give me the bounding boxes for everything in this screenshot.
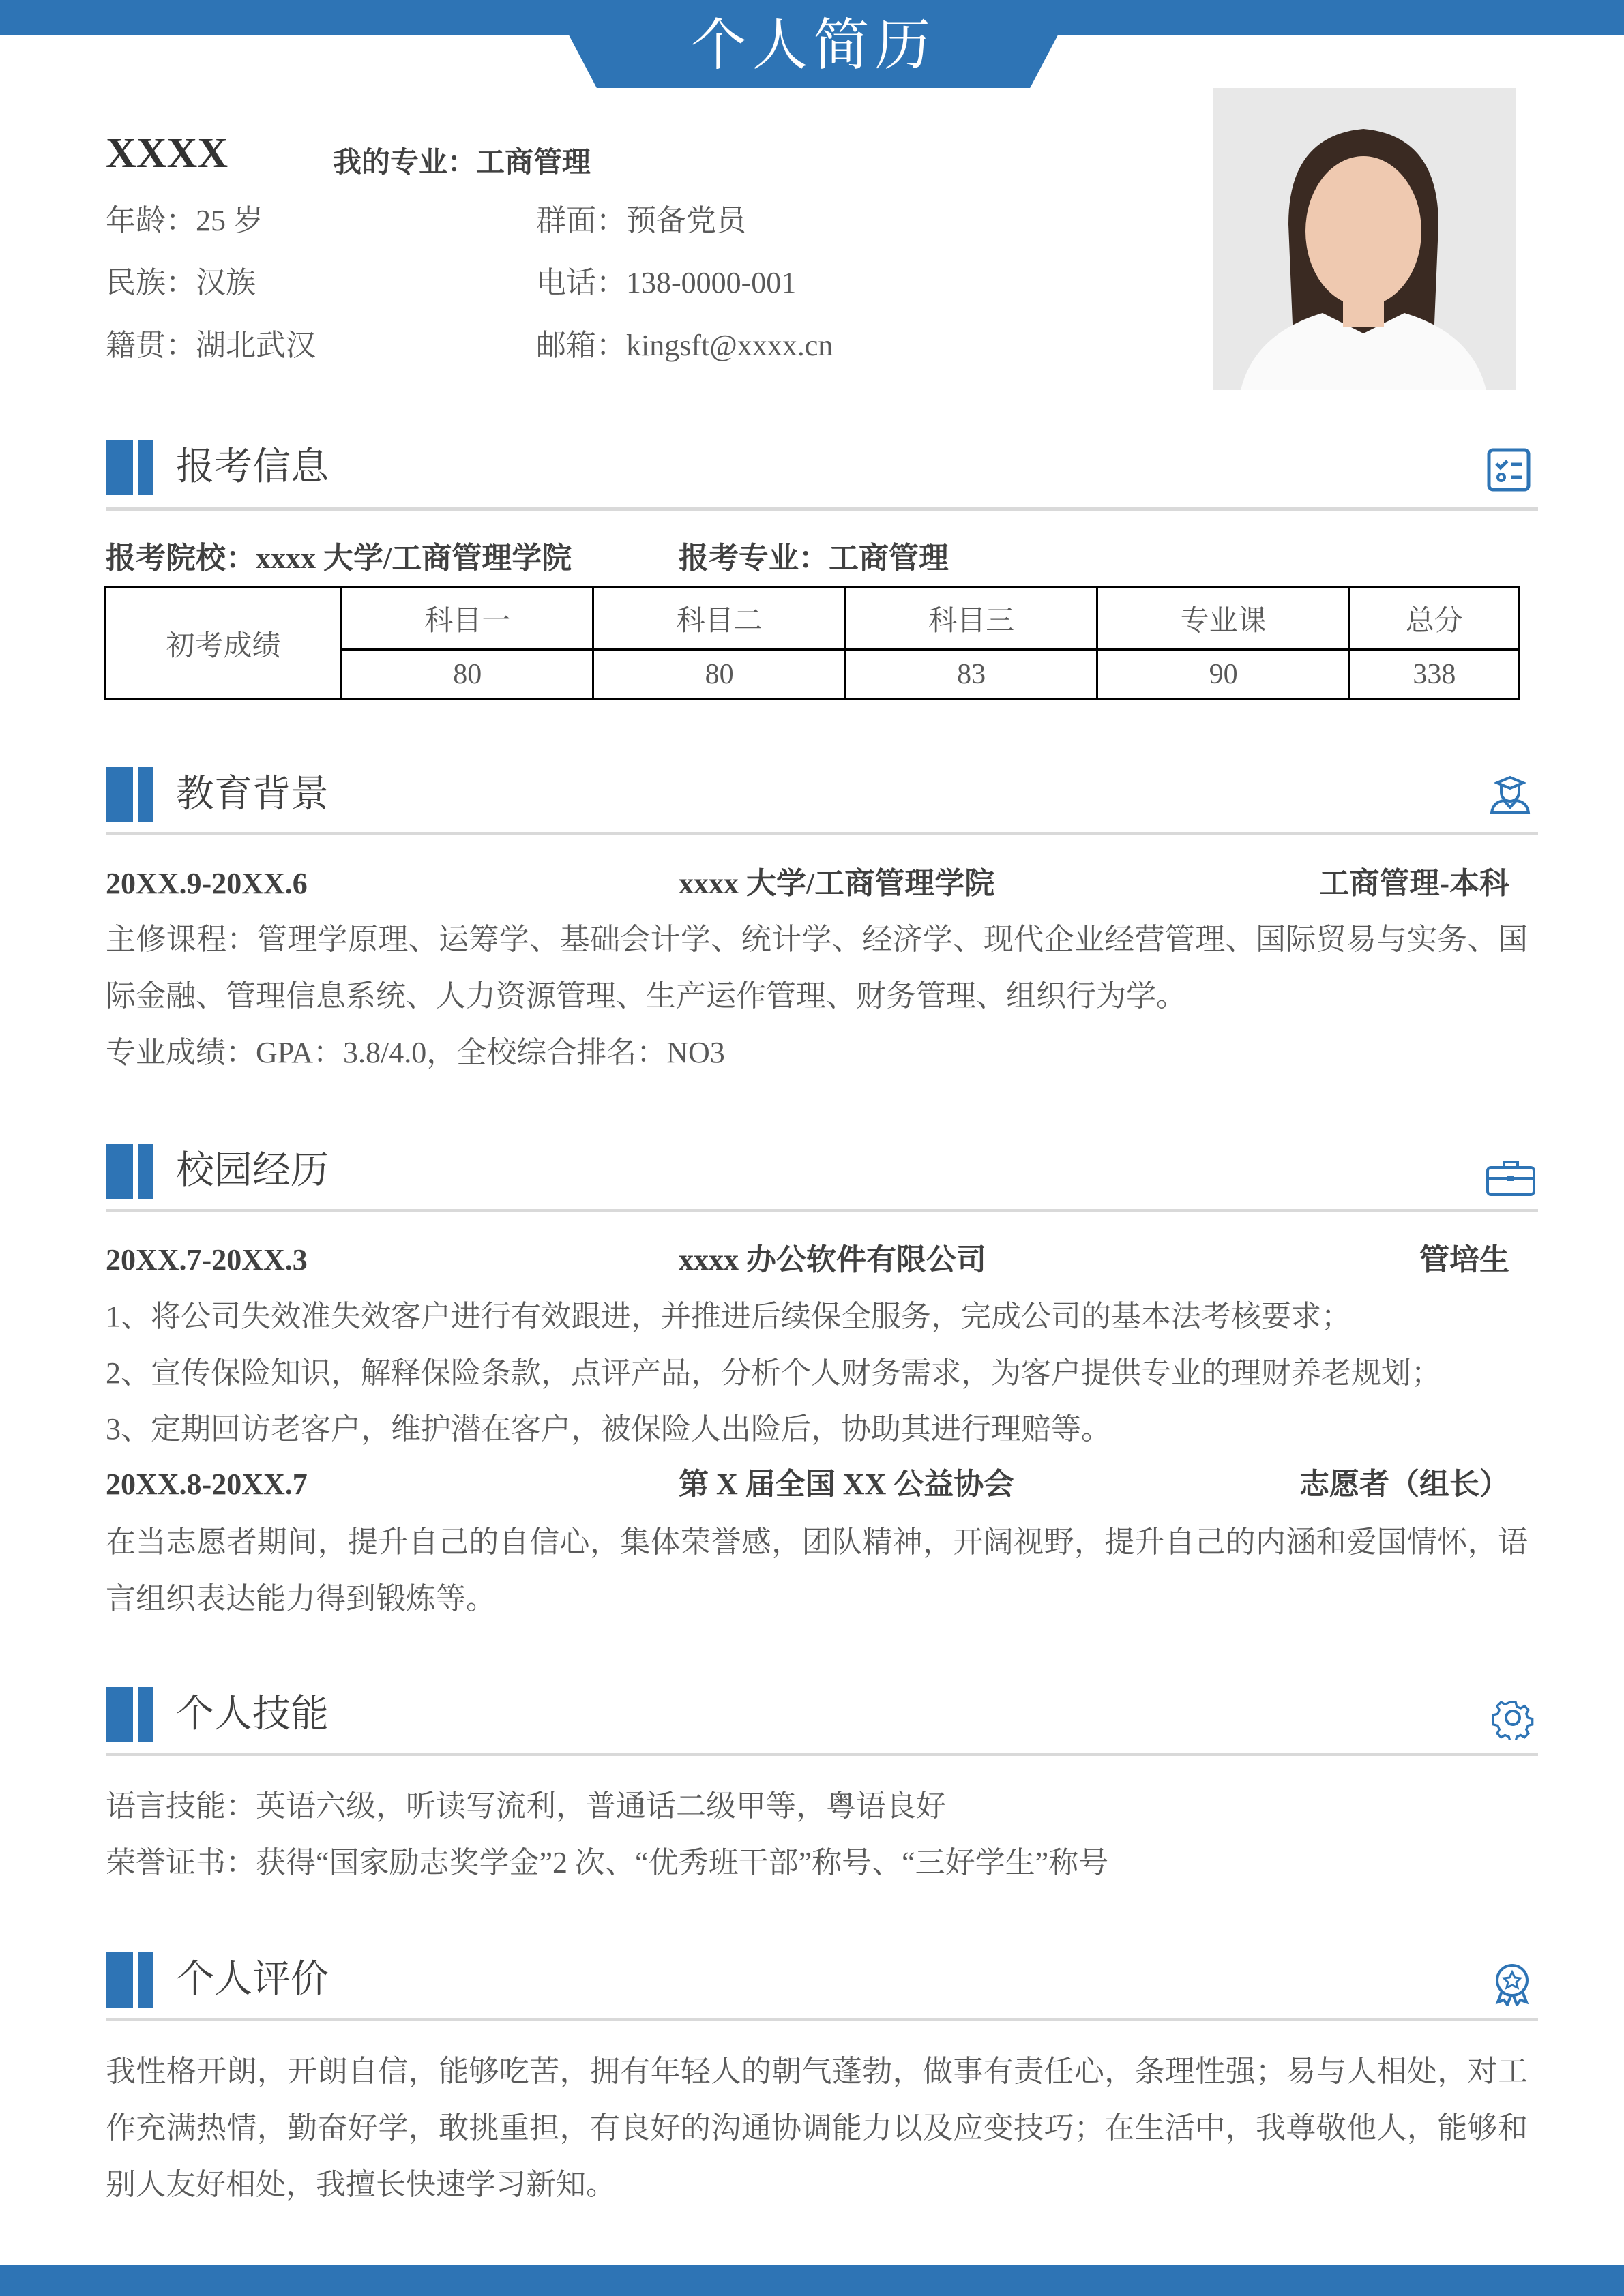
education-date: 20XX.9-20XX.6 xyxy=(106,867,308,900)
section-marker xyxy=(138,1952,153,2008)
section-divider xyxy=(106,832,1538,835)
campus-duty: 3、定期回访老客户，维护潜在客户，被保险人出险后，协助其进行理赔等。 xyxy=(106,1412,1111,1446)
score-value: 80 xyxy=(593,649,845,699)
section-title-skills: 个人技能 xyxy=(176,1693,329,1735)
section-title-campus: 校园经历 xyxy=(176,1150,329,1192)
political-status: 群面：预备党员 xyxy=(536,204,746,237)
exam-major: 报考专业：工商管理 xyxy=(679,541,949,575)
section-divider xyxy=(106,507,1538,511)
score-row-label: 初考成绩 xyxy=(106,588,342,700)
campus-role: 志愿者（组长） xyxy=(1299,1467,1509,1501)
section-marker xyxy=(106,767,133,822)
campus-date: 20XX.8-20XX.7 xyxy=(106,1467,308,1501)
award-icon xyxy=(1490,1961,1535,2006)
profile-photo xyxy=(1213,88,1516,390)
section-marker xyxy=(106,1952,133,2008)
exam-school: 报考院校：xxxx 大学/工商管理学院 xyxy=(106,541,572,575)
campus-duty: 在当志愿者期间，提升自己的自信心，集体荣誉感，团队精神，开阔视野，提升自己的内涵和爱国情怀，语言组织表达能力得到锻炼等。 xyxy=(106,1525,1528,1615)
section-divider xyxy=(106,2018,1538,2021)
candidate-name: XXXX xyxy=(106,130,228,177)
bottom-banner xyxy=(0,2265,1624,2296)
skill-language: 语言技能：英语六级，听读写流利，普通话二级甲等，粤语良好 xyxy=(106,1789,946,1823)
score-header: 科目三 xyxy=(845,588,1097,650)
score-value: 338 xyxy=(1349,649,1519,699)
campus-duty: 2、宣传保险知识，解释保险条款，点评产品，分析个人财务需求，为客户提供专业的理财养老规划； xyxy=(106,1356,1441,1390)
score-value: 90 xyxy=(1097,649,1349,699)
score-value: 83 xyxy=(845,649,1097,699)
education-courses: 主修课程：管理学原理、运筹学、基础会计学、统计学、经济学、现代企业经营管理、国际贸易与实务、国际金融、管理信息系统、人力资源管理、生产运作管理、财务管理、组织行为学。 xyxy=(106,923,1528,1013)
section-divider xyxy=(106,1753,1538,1756)
checklist-icon xyxy=(1486,447,1531,492)
section-marker xyxy=(138,1687,153,1742)
score-header: 科目二 xyxy=(593,588,845,650)
score-table xyxy=(104,586,1520,700)
section-marker xyxy=(138,1144,153,1199)
section-marker xyxy=(106,1144,133,1199)
hometown: 籍贯：湖北武汉 xyxy=(106,329,316,362)
section-title-exam: 报考信息 xyxy=(176,446,329,488)
page-title: 个人简历 xyxy=(690,14,936,76)
graduate-icon xyxy=(1488,771,1533,816)
education-degree: 工商管理-本科 xyxy=(1319,867,1509,900)
email: 邮箱：kingsft@xxxx.cn xyxy=(536,329,833,362)
section-divider xyxy=(106,1209,1538,1212)
section-marker xyxy=(106,1687,133,1742)
section-marker xyxy=(106,440,133,495)
evaluation-text: 我性格开朗，开朗自信，能够吃苦，拥有年轻人的朝气蓬勃，做事有责任心，条理性强；易与人相处，对工作充满热情，勤奋好学，敢挑重担，有良好的沟通协调能力以及应变技巧；在生活中，我尊敬他人，能够和别人友好相处，我擅长快速学习新知。 xyxy=(106,2055,1528,2201)
gear-icon xyxy=(1490,1695,1535,1740)
section-title-evaluation: 个人评价 xyxy=(176,1958,329,2001)
campus-role: 管培生 xyxy=(1419,1243,1509,1277)
skill-honors: 荣誉证书：获得“国家励志奖学金”2 次、“优秀班干部”称号、“三好学生”称号 xyxy=(106,1846,1109,1879)
candidate-major: 我的专业：工商管理 xyxy=(333,147,591,179)
section-marker xyxy=(138,440,153,495)
section-title-education: 教育背景 xyxy=(176,773,329,816)
campus-org: xxxx 办公软件有限公司 xyxy=(679,1243,986,1277)
campus-date: 20XX.7-20XX.3 xyxy=(106,1243,308,1277)
score-header: 科目一 xyxy=(342,588,593,650)
score-value: 80 xyxy=(342,649,593,699)
campus-org: 第 X 届全国 XX 公益协会 xyxy=(679,1467,1014,1501)
section-marker xyxy=(138,767,153,822)
age: 年龄：25 岁 xyxy=(106,204,263,237)
campus-duty: 1、将公司失效准失效客户进行有效跟进，并推进后续保全服务，完成公司的基本法考核要求； xyxy=(106,1300,1351,1333)
briefcase-icon xyxy=(1485,1155,1537,1200)
phone: 电话：138-0000-001 xyxy=(536,266,797,299)
score-header: 专业课 xyxy=(1097,588,1349,650)
education-school: xxxx 大学/工商管理学院 xyxy=(679,867,995,900)
score-header: 总分 xyxy=(1349,588,1519,650)
education-gpa: 专业成绩：GPA：3.8/4.0，全校综合排名：NO3 xyxy=(106,1036,725,1069)
ethnicity: 民族：汉族 xyxy=(106,266,256,299)
